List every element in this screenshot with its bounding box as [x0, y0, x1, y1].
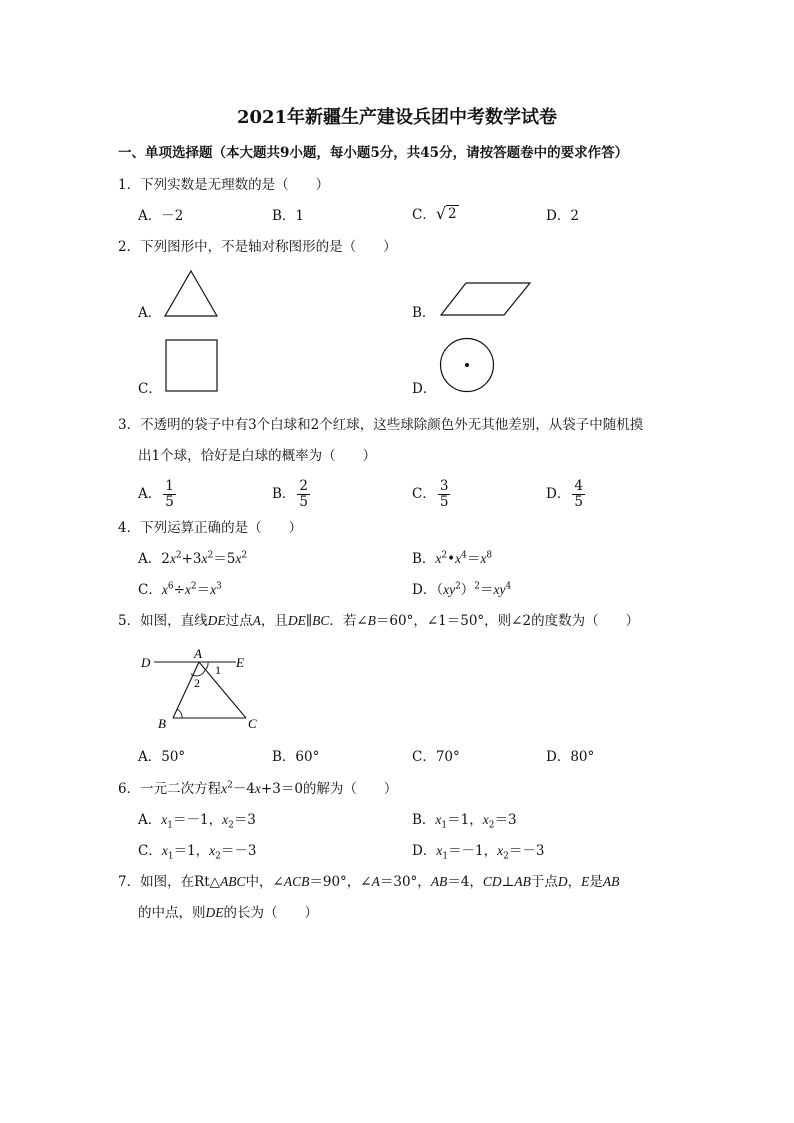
text: 5．如图，直线: [118, 613, 208, 629]
q1-option-c: [412, 205, 459, 224]
question-3-line-1: 3．不透明的袋子中有3个白球和2个红球，这些球除颜色外无其他差别，从袋子中随机摸: [118, 417, 644, 433]
value: ＝－3: [508, 843, 545, 859]
denominator: 5: [439, 494, 449, 510]
question-7-line-2: [138, 904, 318, 922]
q3-option-a-label: A．: [138, 486, 162, 502]
var: x: [254, 781, 261, 796]
var: B: [367, 613, 376, 628]
var: x: [436, 843, 443, 858]
text: 的中点，则: [138, 905, 206, 921]
denominator: 5: [299, 494, 309, 510]
parallel-symbol: ∥: [305, 613, 313, 629]
value: ＝1，: [447, 812, 483, 828]
var: x: [184, 582, 191, 597]
label-a: A: [194, 646, 202, 661]
exponent: 2: [207, 550, 214, 561]
paren: ）: [460, 582, 475, 598]
q6-option-d-label: D．: [412, 843, 437, 859]
q1-option-c-label: C．: [412, 207, 436, 223]
question-3-line-2: 出1个球，恰好是白球的概率为（ ）: [138, 448, 377, 464]
q3-option-b-label: B．: [272, 486, 296, 502]
value: ＝－3: [220, 843, 257, 859]
question-4-stem: 4．下列运算正确的是（ ）: [118, 520, 303, 536]
q3-option-b: [272, 477, 312, 511]
var: x: [480, 551, 487, 566]
var: AB: [602, 874, 620, 889]
numerator: 2: [299, 478, 309, 494]
var: x: [435, 551, 442, 566]
label-e: E: [236, 655, 244, 670]
q6-option-c-label: C．: [138, 843, 162, 859]
exponent: 2: [190, 581, 197, 592]
page-title: 2021年新疆生产建设兵团中考数学试卷: [236, 107, 558, 128]
q6-option-b-label: B．: [412, 812, 436, 828]
exponent: 2: [241, 550, 248, 561]
operator: +: [181, 551, 193, 567]
operator: •: [447, 551, 456, 567]
var: DE: [207, 613, 226, 628]
triangle-figure: [164, 270, 218, 318]
subscript: 2: [215, 851, 221, 862]
value: ＝3: [494, 812, 517, 828]
fraction: [572, 479, 585, 510]
q4-option-c: [138, 581, 222, 599]
text: －4: [232, 781, 255, 797]
fraction: [297, 479, 310, 510]
operator: ＝: [466, 551, 481, 567]
exponent: 6: [167, 581, 174, 592]
square-figure: [165, 339, 219, 393]
coef: 2: [161, 551, 170, 567]
q4-option-b-label: B．: [412, 551, 436, 567]
var: A: [252, 613, 261, 628]
q4-option-d: [412, 581, 511, 599]
q5-option-d: D．80°: [546, 749, 595, 765]
q1-radicand: 2: [448, 206, 457, 222]
q4-option-a-label: A．: [138, 551, 162, 567]
exponent: 3: [216, 581, 222, 592]
text: ．若∠: [329, 613, 368, 629]
text: 是: [589, 874, 603, 890]
q2-option-d-label: D．: [412, 381, 437, 397]
exponent: 4: [505, 581, 512, 592]
question-6-stem: [118, 780, 397, 798]
q3-option-d-label: D．: [546, 486, 571, 502]
numerator: 3: [439, 478, 449, 494]
exponent: 2: [474, 581, 481, 592]
text: ，且: [260, 613, 288, 629]
denominator: 5: [165, 494, 174, 510]
side-ac: [199, 662, 246, 718]
text: 中，∠: [245, 874, 284, 890]
q4-option-b: [412, 550, 492, 568]
var: BC: [312, 613, 330, 628]
exponent: 2: [441, 550, 448, 561]
text: ＝30°，: [379, 874, 431, 890]
q1-option-a: A．－2: [138, 208, 184, 224]
var: x: [201, 551, 208, 566]
coef: 3: [192, 551, 202, 567]
q3-option-c: [412, 477, 452, 511]
q3-option-c-label: C．: [412, 486, 436, 502]
value: ＝1，: [173, 843, 210, 859]
q1-option-b: B．1: [272, 208, 305, 224]
question-7-line-1: [118, 873, 619, 891]
subscript: 2: [228, 820, 234, 831]
var: x: [210, 582, 217, 597]
exponent: 2: [175, 550, 182, 561]
operator: ＝: [480, 582, 494, 598]
text: 的长为（ ）: [223, 905, 318, 921]
var: x: [222, 812, 229, 827]
q2-option-b-label: B．: [412, 305, 436, 321]
var: AB: [430, 874, 448, 889]
var: x: [435, 812, 442, 827]
text: ＝4，: [447, 874, 483, 890]
q5-option-c: C．70°: [412, 749, 460, 765]
subscript: 1: [167, 851, 174, 862]
var: ACB: [283, 874, 310, 889]
angle-1-arc: [205, 662, 208, 670]
q6-option-a-label: A．: [138, 812, 162, 828]
var: x: [169, 551, 176, 566]
sqrt-symbol: √ 2: [435, 204, 457, 223]
label-angle-2: 2: [194, 676, 200, 690]
coef: 5: [226, 551, 236, 567]
text: +3＝0的解为（ ）: [260, 781, 398, 797]
q6-option-c: [138, 842, 257, 860]
var: xy: [443, 582, 456, 597]
operator: ＝: [196, 582, 211, 598]
var: CD: [482, 874, 502, 889]
label-b: B: [158, 716, 166, 731]
q6-option-d: [412, 842, 544, 860]
question-5-stem: [118, 612, 639, 630]
subscript: 1: [442, 851, 449, 862]
text: ＝90°，∠: [309, 874, 372, 890]
q6-option-b: [412, 811, 517, 829]
numerator: 1: [165, 478, 174, 494]
q6-option-a: [138, 811, 256, 829]
var: DE: [205, 905, 224, 920]
label-angle-1: 1: [215, 663, 221, 677]
question-1-stem: 1．下列实数是无理数的是（ ）: [118, 177, 330, 193]
parallelogram-figure: [440, 282, 532, 316]
var: E: [581, 874, 590, 889]
angle-b-arc: [177, 709, 182, 718]
q3-option-d: [546, 477, 587, 511]
value: ＝3: [233, 812, 256, 828]
q4-option-d-label: D．（: [412, 582, 444, 598]
var: x: [497, 843, 504, 858]
var: D: [557, 874, 568, 889]
var: DE: [287, 613, 306, 628]
var: ABC: [220, 874, 246, 889]
q5-option-b: B．60°: [272, 749, 320, 765]
text: ，: [567, 874, 582, 890]
denominator: 5: [574, 494, 583, 510]
fraction: [438, 479, 451, 510]
section-heading: 一、单项选择题（本大题共9小题，每小题5分，共45分，请按答题卷中的要求作答）: [118, 145, 629, 161]
label-c: C: [248, 716, 257, 731]
q3-option-a: [138, 477, 178, 511]
operator: ＝: [213, 551, 227, 567]
q4-option-a: [138, 550, 247, 568]
text: 7．如图，在Rt△: [118, 874, 221, 890]
var: x: [455, 551, 462, 566]
fraction: [163, 479, 176, 510]
var: x: [161, 812, 168, 827]
text: 6．一元二次方程: [118, 781, 222, 797]
q2-option-a-label: A．: [138, 305, 162, 321]
var: x: [235, 551, 242, 566]
var: y: [499, 582, 506, 597]
triangle-parallel-line-figure: [138, 646, 268, 736]
var: x: [221, 781, 228, 796]
text: 过点: [225, 613, 253, 629]
var: x: [161, 843, 168, 858]
q5-option-a: A．50°: [138, 749, 186, 765]
var: x: [209, 843, 216, 858]
var: x: [161, 582, 168, 597]
subscript: 1: [441, 820, 448, 831]
subscript: 2: [488, 820, 495, 831]
exponent: 8: [486, 550, 493, 561]
subscript: 1: [167, 820, 173, 831]
q1-option-d: D．2: [546, 208, 579, 224]
value: ＝－1，: [448, 843, 498, 859]
exponent: 4: [461, 550, 467, 561]
label-d: D: [141, 655, 151, 670]
question-2-stem: 2．下列图形中，不是轴对称图形的是（ ）: [118, 239, 397, 255]
side-ab: [173, 662, 199, 718]
subscript: 2: [503, 851, 509, 862]
q2-option-c-label: C．: [138, 381, 162, 397]
var: x: [482, 812, 489, 827]
text: ＝60°，∠1＝50°，则∠2的度数为（ ）: [375, 613, 640, 629]
var: A: [371, 874, 380, 889]
numerator: 4: [574, 478, 583, 494]
text: 于点: [530, 874, 558, 890]
perp-symbol: ⊥: [501, 874, 515, 890]
circle-figure: [439, 337, 495, 393]
operator: ÷: [173, 582, 185, 598]
exponent: 2: [227, 780, 233, 791]
var: x: [493, 582, 500, 597]
value: ＝－1，: [172, 812, 223, 828]
var: AB: [514, 874, 531, 889]
q4-option-c-label: C．: [138, 582, 162, 598]
exponent: 2: [455, 581, 461, 592]
